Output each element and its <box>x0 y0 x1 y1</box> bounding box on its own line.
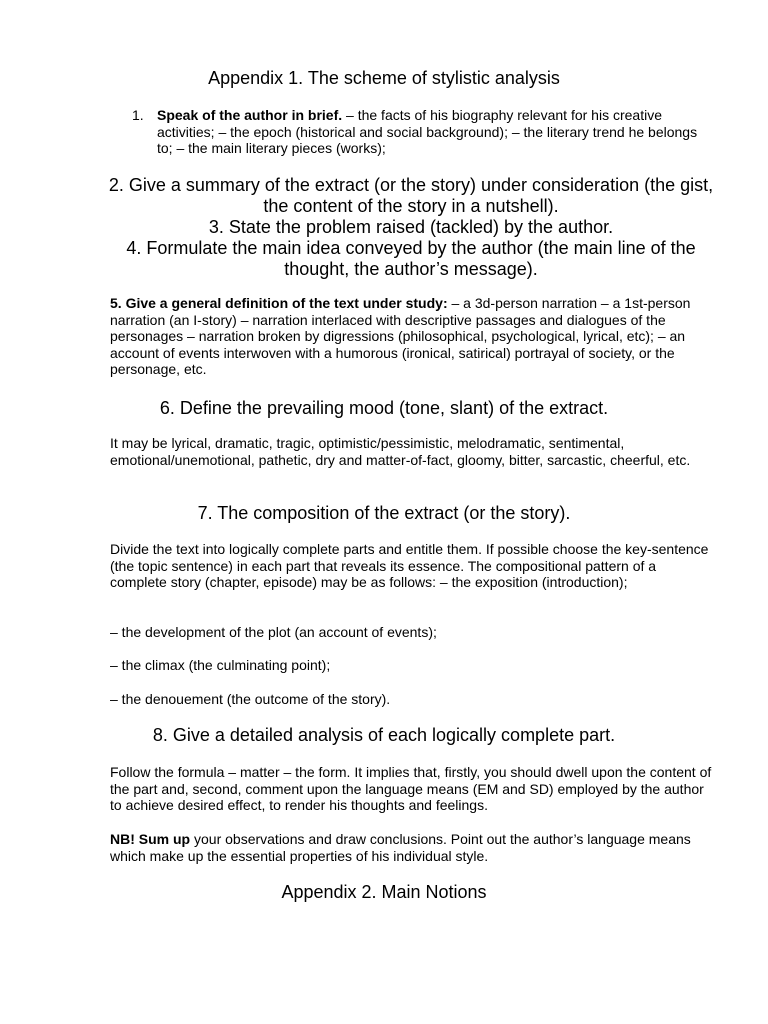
list-item-1-bold: Speak of the author in brief. <box>157 107 343 123</box>
item-7-climax: – the climax (the culminating point); <box>110 657 331 673</box>
item-5-text: – a 3d-person narration – a 1st-person narration (an I-story) – narration interlaced with descriptive passages and dialogues of the personages – narration broken by digressions (philosophical, psychological, lyrical, etc); – an account of events interwoven with a humorous (ironical, satirical) portrayal of society, or the personage, etc. <box>110 295 691 377</box>
item-7-development: – the development of the plot (an account of events); <box>110 624 437 640</box>
item-4: 4. Formulate the main idea conveyed by the author (the main line of the thought, the author’s message). <box>126 238 696 279</box>
nb-paragraph <box>110 831 714 864</box>
list-item-1-number: 1. <box>132 107 144 123</box>
list-item-1-text: – the facts of his biography relevant for his creative activities; – the epoch (historical and social background); – the literary trend he belongs to; – the main literary pieces (works); <box>157 107 698 156</box>
nb-text: your observations and draw conclusions. Point out the author’s language means which make up the essential properties of his individual style. <box>110 831 691 864</box>
appendix-1-title: Appendix 1. The scheme of stylistic analysis <box>208 68 560 88</box>
nb-bold: NB! Sum up <box>110 831 191 847</box>
item-6-title: 6. Define the prevailing mood (tone, slant) of the extract. <box>159 398 609 418</box>
item-5-paragraph <box>110 295 714 378</box>
list-item-1-body <box>157 107 702 157</box>
item-7-denouement: – the denouement (the outcome of the story). <box>110 691 391 707</box>
appendix-2-title: Appendix 2. Main Notions <box>281 882 487 902</box>
item-6-text: It may be lyrical, dramatic, tragic, optimistic/pessimistic, melodramatic, sentimental, emotional/unemotional, pathetic, dry and matter-of-fact, gloomy, bitter, sarcastic, cheerful, etc. <box>110 435 691 468</box>
item-5-bold: 5. Give a general definition of the text under study: <box>110 295 448 311</box>
item-8-title: 8. Give a detailed analysis of each logically complete part. <box>152 725 616 745</box>
item-7-title: 7. The composition of the extract (or the story). <box>197 503 571 523</box>
summary-instructions <box>100 175 722 280</box>
item-8-text: Follow the formula – matter – the form. It implies that, firstly, you should dwell upon the content of the part and, second, comment upon the language means (EM and SD) employed by the author to achieve desired effect, to render his thoughts and feelings. <box>110 764 712 813</box>
item-3: 3. State the problem raised (tackled) by the author. <box>208 217 614 237</box>
item-7-text: Divide the text into logically complete parts and entitle them. If possible choose the key-sentence (the topic sentence) in each part that reveals its essence. The compositional pattern of a complete story (chapter, episode) may be as follows: – the exposition (introduction); <box>110 541 709 590</box>
item-2: 2. Give a summary of the extract (or the story) under consideration (the gist, the content of the story in a nutshell). <box>108 175 714 216</box>
